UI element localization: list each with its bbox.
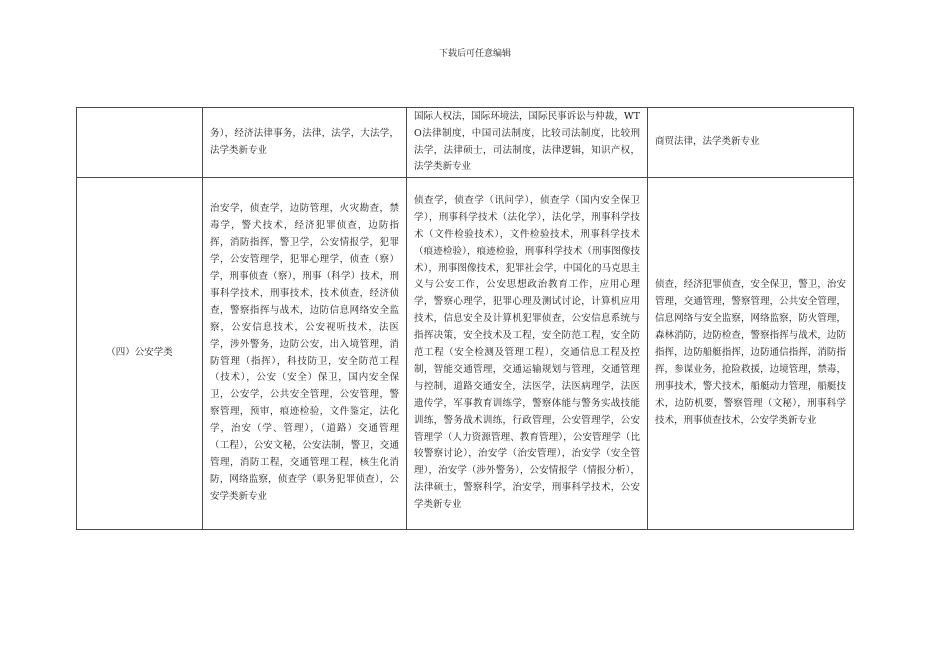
major-table (76, 107, 854, 530)
category-cell (77, 108, 203, 178)
related-majors-cell: 侦查，经济犯罪侦查，安全保卫，警卫，治安管理，交通管理，警察管理，公共安全管理，信息网络与安全监察，网络监察，防火管理，森林消防，边防检查，警察指挥与战术，边防指挥，边防船艇指挥，边防通信指挥，消防指挥，参谋业务，抢险救援，边境管理，禁毒，刑事技术，警犬技术，船艇动力管理，船艇技术，边防机要，警察管理（文秘），刑事科学技术，刑事侦查技术，公安学类新专业 (648, 178, 854, 530)
postgraduate-majors-cell: 国际人权法，国际环境法，国际民事诉讼与仲裁，WTO法律制度，中国司法制度，比较司法制度，比较刑法学，法律硕士，司法制度，法律逻辑，知识产权，法学类新专业 (407, 108, 648, 178)
related-majors-cell: 商贸法律，法学类新专业 (648, 108, 854, 178)
category-cell: （四）公安学类 (77, 178, 203, 530)
graduate-majors-cell: 务），经济法律事务，法律，法学，大法学，法学类新专业 (203, 108, 407, 178)
table-row (77, 108, 854, 178)
graduate-majors-cell: 治安学，侦查学，边防管理，火灾勘查，禁毒学，警犬技术，经济犯罪侦查，边防指挥，消防指挥，警卫学，公安情报学，犯罪学，公安管理学，犯罪心理学，侦查（察）学，刑事侦查（察），刑事（科学）技术，刑事科学技术，刑事技术，技术侦查，经济侦查，警察指挥与战术，边防信息网络安全监察，公安信息技术，公安视听技术，法医学，涉外警务，边防公安，出入境管理，消防管理（指挥），科技防卫，安全防范工程（技术），公安（安全）保卫，国内安全保卫，公安学，公共安全管理，公安管理，警察管理，预审，痕迹检验，文件鉴定，法化学，治安（学、管理），（道路）交通管理（工程），公安文秘，公安法制，警卫，交通管理，消防工程，交通管理工程，核生化消防，网络监察，侦查学（职务犯罪侦查），公安学类新专业 (203, 178, 407, 530)
postgraduate-majors-cell: 侦查学，侦查学（讯问学），侦查学（国内安全保卫学），刑事科学技术（法化学），法化学，刑事科学技术（文件检验技术），文件检验技术，刑事科学技术（痕迹检验），痕迹检验，刑事科学技术（刑事图像技术），刑事图像技术，犯罪社会学，中国化的马克思主义与公安工作，公安思想政治教育工作，应用心理学，警察心理学，犯罪心理及测试讨论，计算机应用技术，信息安全及计算机犯罪侦查，公安信息系统与指挥决策，安全技术及工程，安全防范工程，安全防范工程（安全检测及管理工程），交通信息工程及控制，智能交通管理，交通运输规划与管理，交通管理与控制，道路交通安全，法医学，法医病理学，法医遗传学，军事教育训练学，警察体能与警务实战技能训练，警务战术训练，行政管理，公安管理学，公安管理学（人力资源管理、教育管理），公安管理学（比较警察讨论），治安学（治安管理），治安学（安全管理），治安学（涉外警务），公安情报学（情报分析），法律硕士，警察科学，治安学，刑事科学技术，公安学类新专业 (407, 178, 648, 530)
page-header: 下载后可任意编辑 (438, 49, 511, 59)
table-row (77, 178, 854, 530)
